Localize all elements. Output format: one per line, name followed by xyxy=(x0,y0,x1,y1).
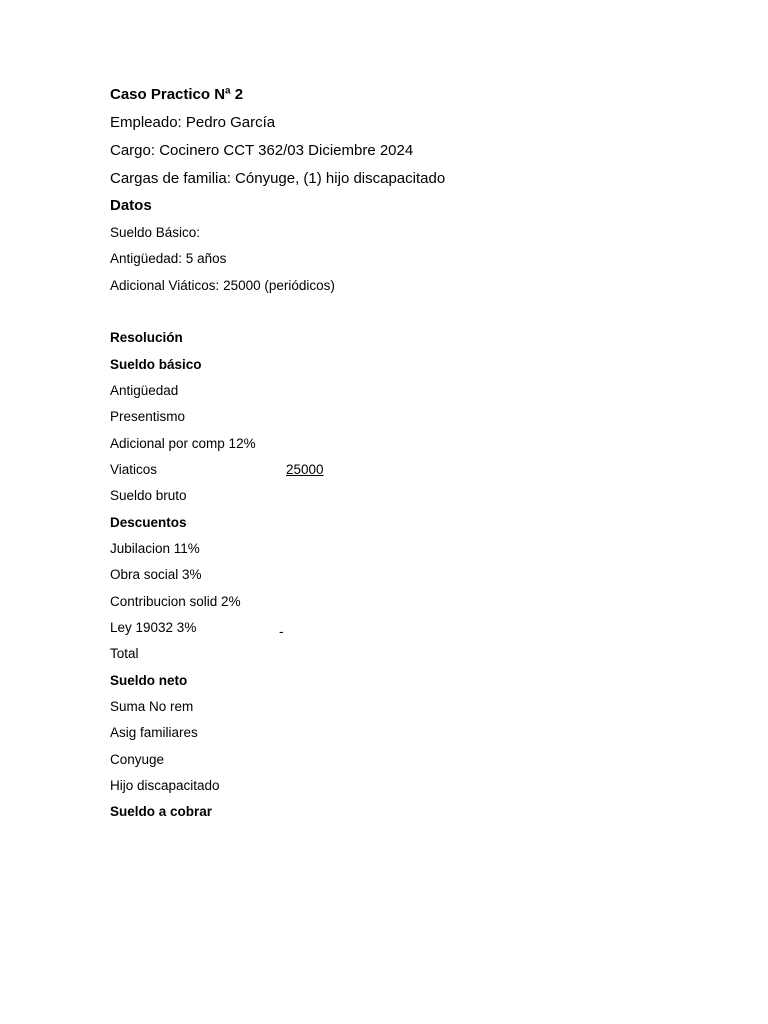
row-hijo-discapacitado: Hijo discapacitado xyxy=(110,778,220,793)
datos-sueldo-basico: Sueldo Básico: xyxy=(110,225,201,240)
row-contribucion: Contribucion solid 2% xyxy=(110,594,241,609)
employee-name: Empleado: Pedro García xyxy=(110,114,276,131)
employee-position: Cargo: Cocinero CCT 362/03 Diciembre 2024 xyxy=(110,142,414,159)
row-presentismo: Presentismo xyxy=(110,409,186,424)
row-asig-familiares: Asig familiares xyxy=(110,725,198,740)
row-ley: Ley 19032 3% xyxy=(110,620,197,635)
row-obra-social: Obra social 3% xyxy=(110,567,202,582)
row-descuentos: Descuentos xyxy=(110,515,187,530)
row-antiguedad: Antigüedad xyxy=(110,383,179,398)
ley-value: - xyxy=(279,624,284,639)
row-sueldo-bruto: Sueldo bruto xyxy=(110,488,187,503)
viaticos-value: 25000 xyxy=(286,462,324,477)
resolucion-heading: Resolución xyxy=(110,330,183,345)
datos-antiguedad: Antigüedad: 5 años xyxy=(110,251,227,266)
row-suma-no-rem: Suma No rem xyxy=(110,699,194,714)
row-total: Total xyxy=(110,646,139,661)
row-sueldo-neto: Sueldo neto xyxy=(110,673,188,688)
row-sueldo-a-cobrar: Sueldo a cobrar xyxy=(110,804,213,819)
row-jubilacion: Jubilacion 11% xyxy=(110,541,200,556)
row-conyuge: Conyuge xyxy=(110,752,165,767)
family-dependents: Cargas de familia: Cónyuge, (1) hijo discapacitado xyxy=(110,170,446,187)
document-title: Caso Practico Nª 2 xyxy=(110,86,244,103)
row-sueldo-basico: Sueldo básico xyxy=(110,357,202,372)
row-viaticos: Viaticos xyxy=(110,462,158,477)
row-adicional: Adicional por comp 12% xyxy=(110,436,256,451)
datos-heading: Datos xyxy=(110,197,152,214)
datos-viaticos: Adicional Viáticos: 25000 (periódicos) xyxy=(110,278,335,293)
